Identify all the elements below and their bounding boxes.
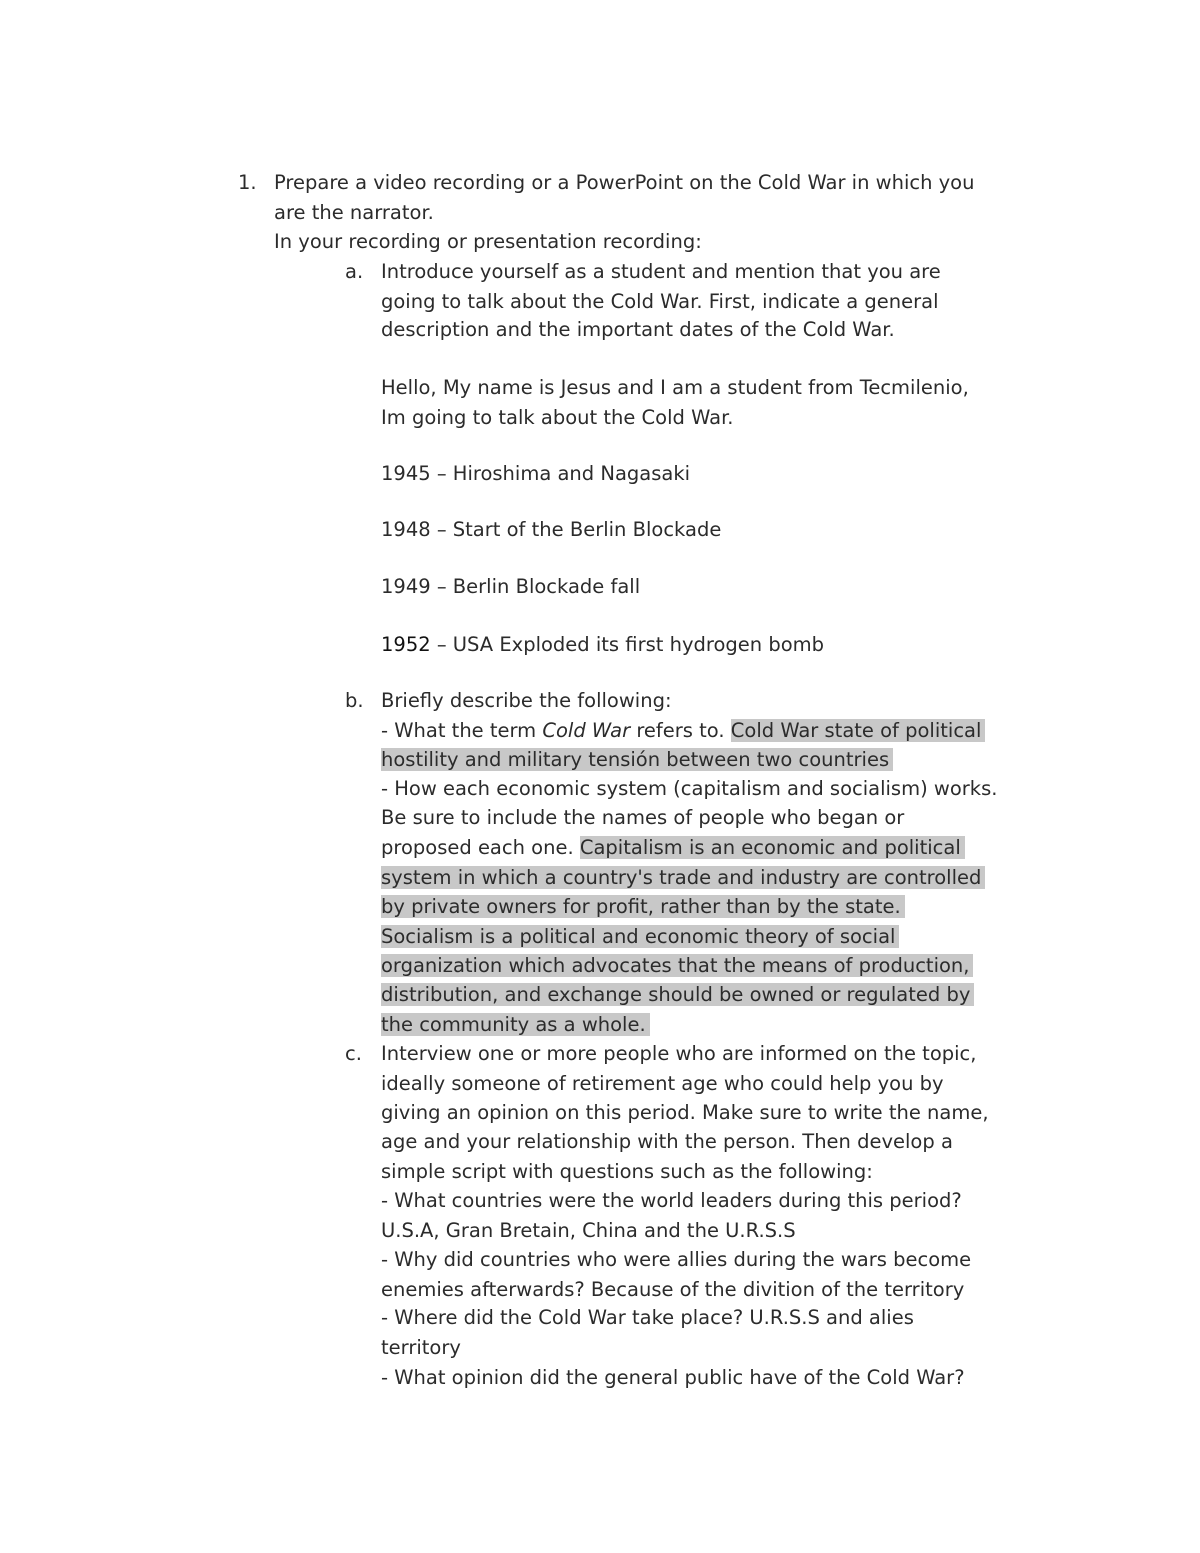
- item-a-line: description and the important dates of the Cold War.: [381, 318, 895, 341]
- item-b-intro: Briefly describe the following:: [381, 689, 672, 712]
- date-event: – Berlin Blockade fall: [430, 575, 641, 598]
- item-c-line: U.S.A, Gran Bretain, China and the U.R.S.S: [381, 1219, 796, 1242]
- date-event: – USA Exploded its first hydrogen bomb: [436, 633, 825, 656]
- date-event: – Hiroshima and Nagasaki: [430, 462, 691, 485]
- item-b-answer-line: [381, 922, 899, 951]
- date-event: – Start of the Berlin Blockade: [430, 518, 722, 541]
- date-entry: [381, 459, 690, 488]
- date-year: 1952: [381, 633, 437, 656]
- highlighted-answer: by private owners for profit, rather than by the state.: [381, 895, 905, 918]
- q1-term: Cold War: [542, 719, 631, 742]
- date-entry: [381, 630, 824, 659]
- item-a-answer-line: Im going to talk about the Cold War.: [381, 406, 734, 429]
- item-b-answer-line: [381, 1010, 650, 1039]
- item-a-line: Introduce yourself as a student and mention that you are: [381, 260, 941, 283]
- item-c-line: - What opinion did the general public have of the Cold War?: [381, 1366, 965, 1389]
- q2-line3: proposed each one.: [381, 836, 580, 859]
- date-year: 1948: [381, 518, 431, 541]
- item-b-answer-line: [381, 892, 905, 921]
- item-b-question-2: - How each economic system (capitalism and socialism) works.: [381, 777, 998, 800]
- item-b-answer-line: [381, 951, 973, 980]
- item-c-line: enemies afterwards? Because of the divition of the territory: [381, 1278, 965, 1301]
- date-entry: [381, 515, 721, 544]
- item-b-answer-line: [381, 980, 974, 1009]
- item-c-line: territory: [381, 1336, 461, 1359]
- item-b-answer-line: [381, 745, 893, 774]
- date-year: 1949: [381, 575, 431, 598]
- item-c-line: age and your relationship with the person. Then develop a: [381, 1130, 953, 1153]
- date-entry: [381, 572, 640, 601]
- item-c-line: Interview one or more people who are informed on the topic,: [381, 1042, 977, 1065]
- item-c-line: ideally someone of retirement age who could help you by: [381, 1072, 944, 1095]
- highlighted-answer: Socialism is a political and economic theory of social: [381, 925, 899, 948]
- highlighted-answer: organization which advocates that the means of production,: [381, 954, 973, 977]
- q1-prefix: - What the term: [381, 719, 543, 742]
- item-c-line: - Why did countries who were allies during the wars become: [381, 1248, 972, 1271]
- highlighted-answer: hostility and military tensión between two countries: [381, 748, 893, 771]
- list-letter-a: a.: [345, 260, 364, 283]
- highlighted-answer: the community as a whole.: [381, 1013, 650, 1036]
- item-b-answer-line: [381, 863, 985, 892]
- item-c-line: giving an opinion on this period. Make sure to write the name,: [381, 1101, 989, 1124]
- highlighted-answer: Capitalism is an economic and political: [580, 836, 965, 859]
- item-b-question-2: Be sure to include the names of people who began or: [381, 806, 905, 829]
- item-c-line: simple script with questions such as the following:: [381, 1160, 873, 1183]
- item-c-line: - Where did the Cold War take place? U.R.S.S and alies: [381, 1306, 914, 1329]
- date-year: 1945: [381, 462, 431, 485]
- list-letter-c: c.: [345, 1042, 362, 1065]
- highlighted-answer: system in which a country's trade and industry are controlled: [381, 866, 985, 889]
- highlighted-answer: Cold War state of political: [731, 719, 986, 742]
- item-a-line: going to talk about the Cold War. First, indicate a general: [381, 290, 939, 313]
- item1-line1: Prepare a video recording or a PowerPoint on the Cold War in which you: [274, 171, 975, 194]
- item1-line3: In your recording or presentation recording:: [274, 230, 702, 253]
- item1-line2: are the narrator.: [274, 201, 434, 224]
- highlighted-answer: distribution, and exchange should be owned or regulated by: [381, 983, 974, 1006]
- item-c-line: - What countries were the world leaders during this period?: [381, 1189, 962, 1212]
- item-b-question-2: [381, 833, 965, 862]
- item-b-question-1: [381, 716, 985, 745]
- item-a-answer-line: Hello, My name is Jesus and I am a student from Tecmilenio,: [381, 376, 969, 399]
- q1-suffix: refers to.: [630, 719, 731, 742]
- list-number-1: 1.: [238, 171, 257, 194]
- list-letter-b: b.: [345, 689, 364, 712]
